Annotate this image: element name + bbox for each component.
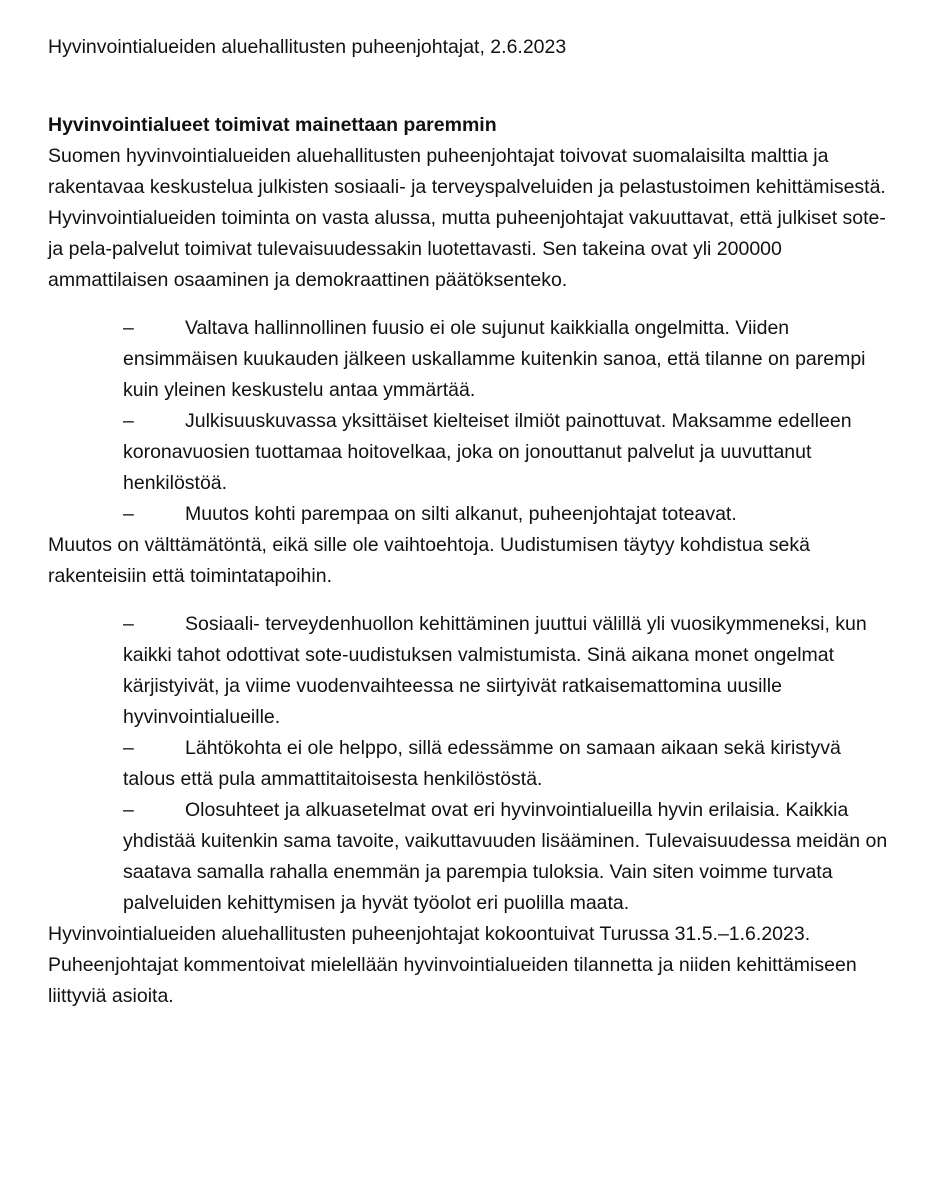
bullet-text: Lähtökohta ei ole helppo, sillä edessämme on samaan aikaan sekä kiristyvä talous että pula ammattitaitoisesta henkilöstöstä. <box>123 737 841 790</box>
list-item <box>123 795 898 919</box>
list-item <box>123 406 898 499</box>
dash-bullet: – <box>123 410 134 432</box>
dash-bullet: – <box>123 799 134 821</box>
dash-bullet: – <box>123 317 134 339</box>
document-title: Hyvinvointialueet toimivat mainettaan paremmin <box>48 114 497 136</box>
dash-bullet: – <box>123 737 134 759</box>
dash-bullet: – <box>123 503 134 525</box>
bullet-list-1 <box>48 313 898 530</box>
closing-paragraph-2: Puheenjohtajat kommentoivat mielellään hyvinvointialueiden tilannetta ja niiden kehittämiseen liittyviä asioita. <box>48 954 857 1007</box>
list-item <box>123 499 898 530</box>
dash-bullet: – <box>123 613 134 635</box>
bullet-text: Olosuhteet ja alkuasetelmat ovat eri hyvinvointialueilla hyvin erilaisia. Kaikkia yhdistää kuitenkin sama tavoite, vaikuttavuuden lisääminen. Tulevaisuudessa meidän on saatava samalla rahalla enemmän ja parempia tuloksia. Vain siten voimme turvata palveluiden kehittymisen ja hyvät työolot eri puolilla maata. <box>123 799 888 914</box>
bullet-list-2 <box>48 609 898 919</box>
paragraph-2: Hyvinvointialueiden toiminta on vasta alussa, mutta puheenjohtajat vakuuttavat, että julkiset sote- ja pela-palvelut toimivat tulevaisuudessakin luotettavasti. Sen takeina ovat yli 200000 ammattilaisen osaaminen ja demokraattinen päätöksenteko. <box>48 207 886 291</box>
document-header: Hyvinvointialueiden aluehallitusten puheenjohtajat, 2.6.2023 <box>48 36 567 58</box>
bullet-text: Muutos kohti parempaa on silti alkanut, puheenjohtajat toteavat. <box>185 503 737 525</box>
list-item <box>123 313 898 406</box>
bullet-text: Sosiaali- terveydenhuollon kehittäminen juuttui välillä yli vuosikymmeneksi, kun kaikki tahot odottivat sote-uudistuksen valmistumista. Sinä aikana monet ongelmat kärjistyivät, ja viime vuodenvaihteessa ne siirtyivät ratkaisemattomina uusille hyvinvointialueille. <box>123 613 867 728</box>
intro-paragraph: Suomen hyvinvointialueiden aluehallitusten puheenjohtajat toivovat suomalaisilta malttia ja rakentavaa keskustelua julkisten sosiaali- ja terveyspalveluiden ja pelastustoimen kehittämisestä. <box>48 145 886 198</box>
bullet-text: Julkisuuskuvassa yksittäiset kielteiset ilmiöt painottuvat. Maksamme edelleen koronavuosien tuottamaa hoitovelkaa, joka on jonouttanut palvelut ja uuvuttanut henkilöstöä. <box>123 410 852 494</box>
bullet-text: Valtava hallinnollinen fuusio ei ole sujunut kaikkialla ongelmitta. Viiden ensimmäisen kuukauden jälkeen uskallamme kuitenkin sanoa, että tilanne on parempi kuin yleinen keskustelu antaa ymmärtää. <box>123 317 866 401</box>
closing-paragraph-1: Hyvinvointialueiden aluehallitusten puheenjohtajat kokoontuivat Turussa 31.5.–1.6.2023. <box>48 923 811 945</box>
paragraph-3: Muutos on välttämätöntä, eikä sille ole vaihtoehtoja. Uudistumisen täytyy kohdistua sekä rakenteisiin että toimintatapoihin. <box>48 534 810 587</box>
list-item <box>123 733 898 795</box>
list-item <box>123 609 898 733</box>
press-release-document <box>48 32 898 1012</box>
